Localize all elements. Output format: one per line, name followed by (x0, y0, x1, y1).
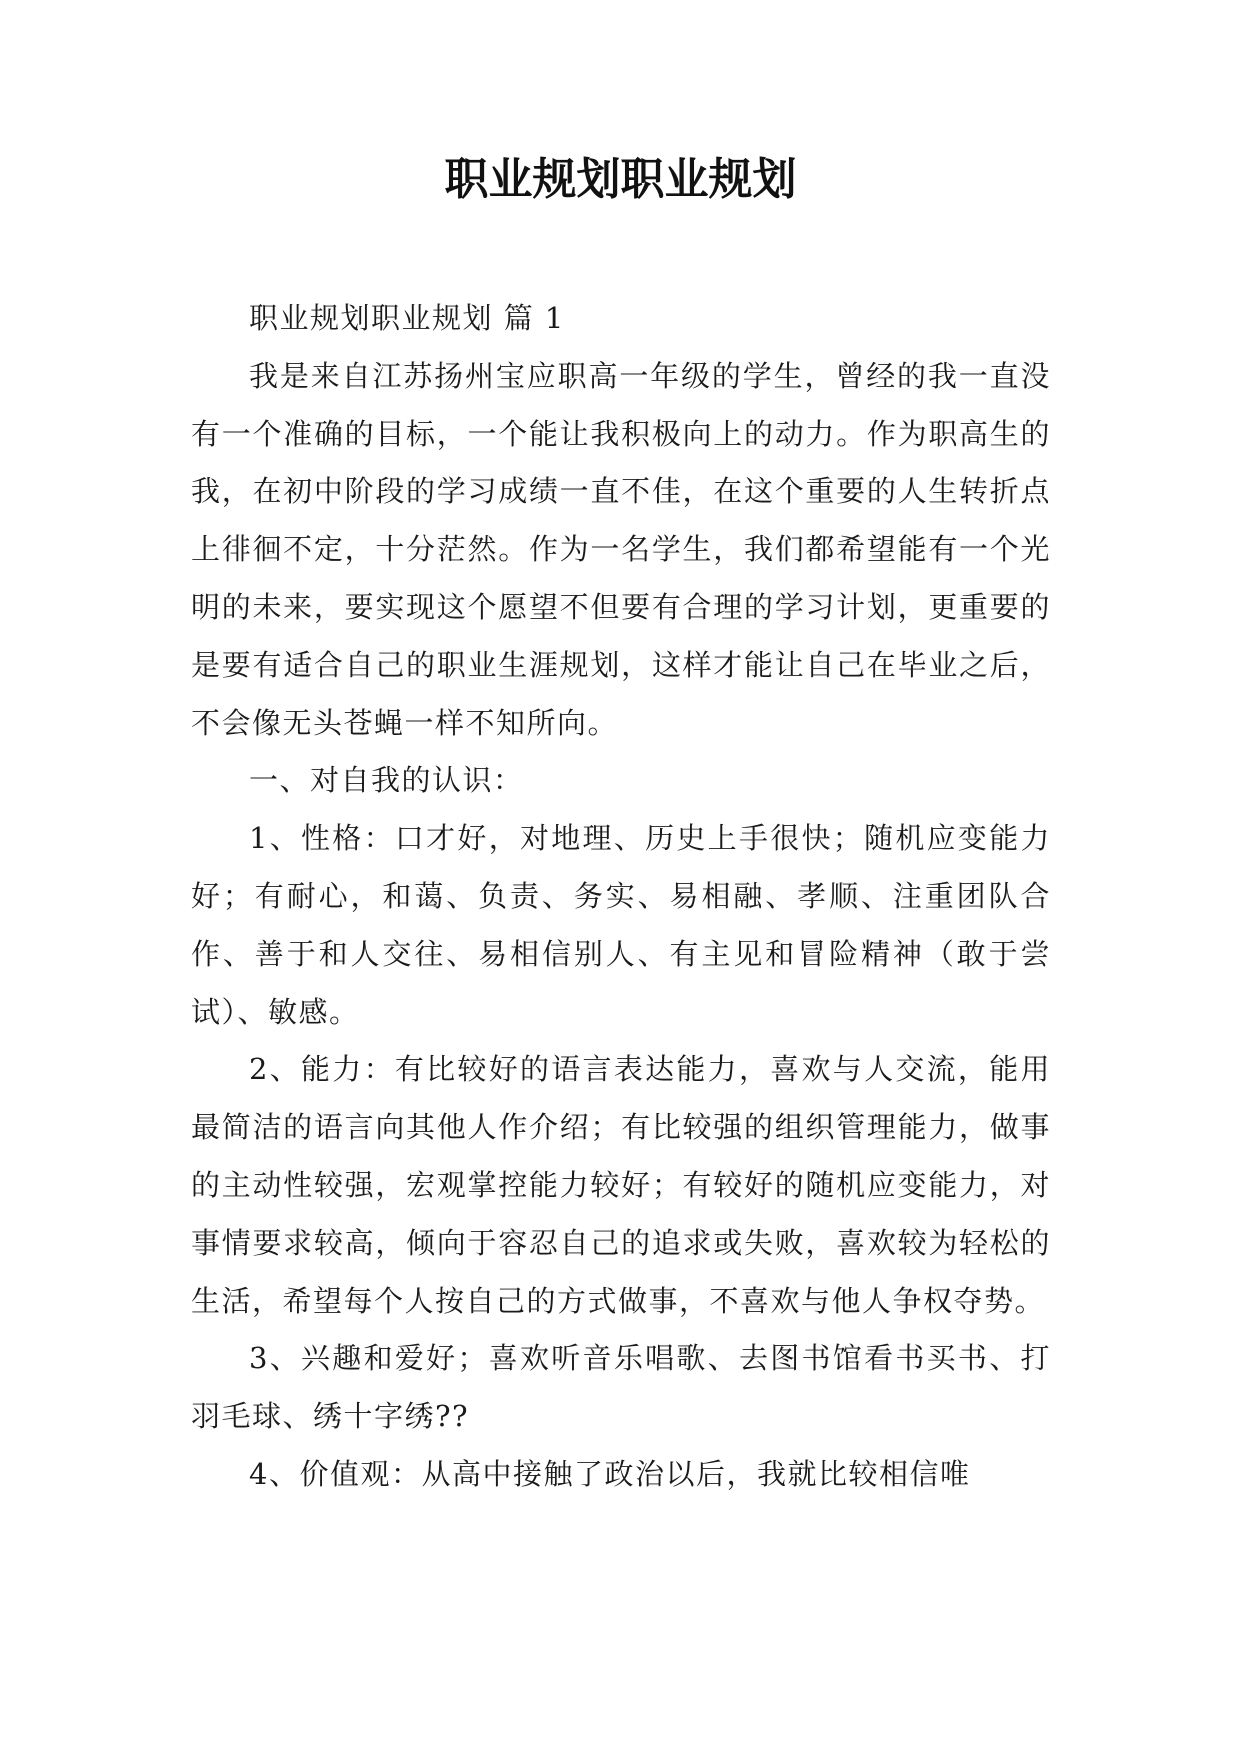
section-heading: 职业规划职业规划 篇 1 (249, 301, 565, 335)
paragraph-values: 4、价值观：从高中接触了政治以后，我就比较相信唯 (249, 1456, 971, 1491)
paragraph-intro: 我是来自江苏扬州宝应职高一年级的学生，曾经的我一直没有一个准确的目标，一个能让我积极向上的动力。作为职高生的我，在初中阶段的学习成绩一直不佳，在这个重要的人生转折点上徘徊不定，十分茫然。作为一名学生，我们都希望能有一个光明的未来，要实现这个愿望不但要有合理的学习计划，更重要的是要有适合自己的职业生涯规划，这样才能让自己在毕业之后，不会像无头苍蝇一样不知所向。 (191, 358, 1051, 740)
paragraph-interests: 3、兴趣和爱好；喜欢听音乐唱歌、去图书馆看书买书、打羽毛球、绣十字绣?? (191, 1341, 1051, 1434)
paragraph-subheading: 一、对自我的认识： (249, 763, 524, 798)
paragraph-personality: 1、性格：口才好，对地理、历史上手很快；随机应变能力好；有耐心，和蔼、负责、务实、易相融、孝顺、注重团队合作、善于和人交往、易相信别人、有主见和冒险精神（敢于尝试）、敏感。 (191, 821, 1051, 1029)
document-title: 职业规划职业规划 (444, 154, 797, 205)
document-body (191, 290, 1051, 1504)
paragraph-ability: 2、能力：有比较好的语言表达能力，喜欢与人交流，能用最简洁的语言向其他人作介绍；有比较强的组织管理能力，做事的主动性较强，宏观掌控能力较好；有较好的随机应变能力，对事情要求较高，倾向于容忍自己的追求或失败，喜欢较为轻松的生活，希望每个人按自己的方式做事，不喜欢与他人争权夺势。 (191, 1052, 1051, 1318)
